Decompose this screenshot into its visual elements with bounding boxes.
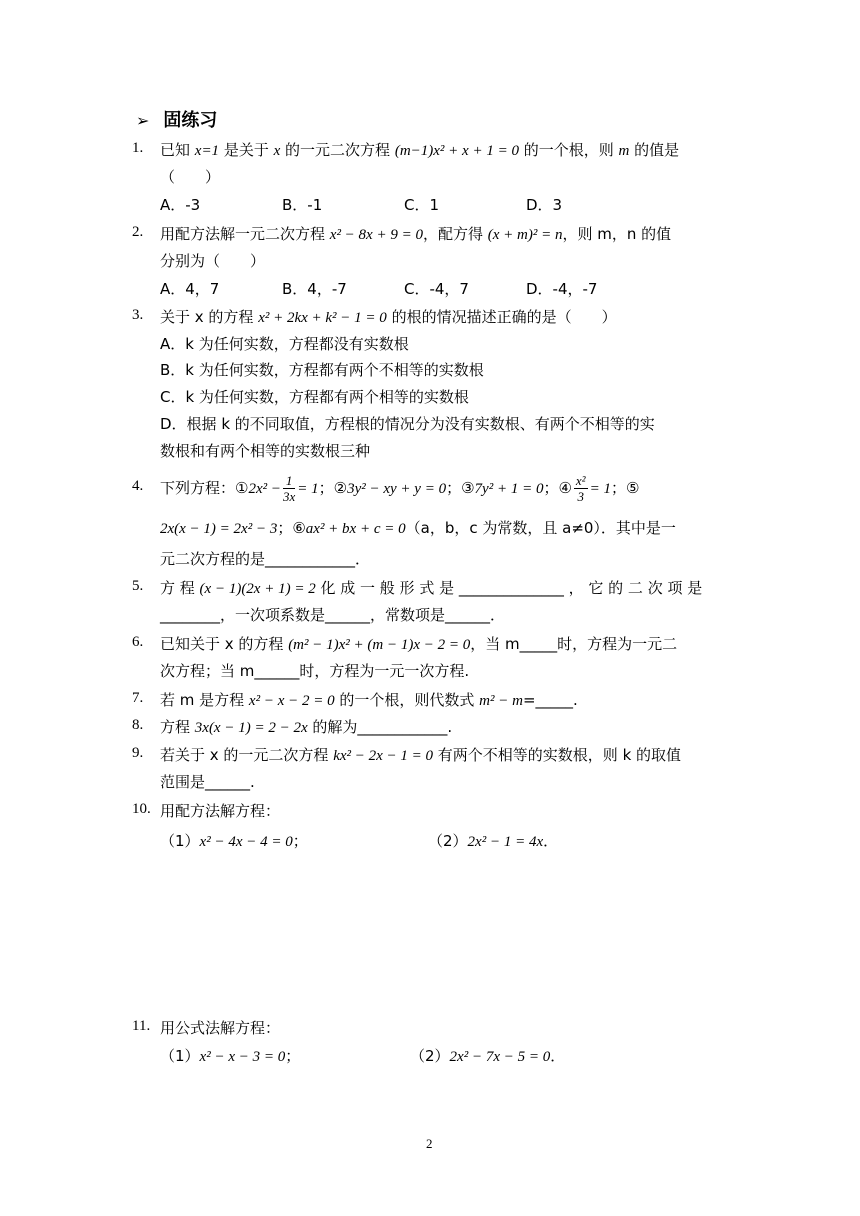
- q10-instruction: 用配方法解方程：: [160, 802, 281, 820]
- q3-option-a: A．k 为任何实数，方程都没有实数根: [160, 335, 409, 353]
- q3-option-c: C．k 为任何实数，方程都有两个相等的实数根: [160, 388, 469, 406]
- q1-line1: 已知 x=1 是关于 x 的一元二次方程 (m−1)x² + x + 1 = 0 的一个根，则 m 的值是: [160, 141, 680, 159]
- q2-line1: 用配方法解一元二次方程 x² − 8x + 9 = 0，配方得 (x + m)² = n，则 m，n 的值: [160, 225, 672, 243]
- q4-line1: 下列方程：①2x² − $\frac{1}{3x}$ = 1；②3y² − xy + y = 0；③7y² + 1 = 0；④ $\frac{\text{x²}}{3}$ = 1；⑤: [160, 473, 640, 504]
- q2-options: [160, 279, 597, 299]
- q1-option-b: B．-1: [282, 196, 323, 214]
- q5-equation: (x − 1)(2x + 1) = 2: [199, 581, 316, 597]
- q3-option-d-line2: 数根和有两个相等的实数根三种: [160, 442, 371, 460]
- q4-line2: 2x(x − 1) = 2x² − 3；⑥ax² + bx + c = 0（a，b，c 为常数，且 a≠0）．其中是一: [160, 519, 676, 537]
- section-title: ➢ 固练习: [136, 110, 218, 131]
- q4-fraction-2: $\frac{\text{x²}}{3}$: [575, 473, 586, 504]
- q6-line2: 次方程；当 m______时，方程为一元一次方程.: [160, 662, 470, 680]
- q5-line2: ________，一次项系数是______，常数项是______．: [160, 606, 506, 624]
- q2-option-d: D．-4，-7: [526, 280, 598, 298]
- q8-equation: 3x(x − 1) = 2 − 2x: [194, 720, 308, 736]
- q2-equation: x² − 8x + 9 = 0: [329, 227, 423, 243]
- q6-equation: (m² − 1)x² + (m − 1)x − 2 = 0: [288, 637, 471, 653]
- q2-option-a: A．4，7: [160, 280, 220, 298]
- q11-part-2: （2）2x² − 7x − 5 = 0．: [410, 1047, 566, 1065]
- q9-line2: 范围是______.: [160, 773, 255, 791]
- q11-part-1: （1）x² − x − 3 = 0；: [160, 1047, 301, 1065]
- q3-option-d-line1: D．根据 k 的不同取值，方程根的情况分为没有实数根、有两个不相等的实: [160, 415, 655, 433]
- q10-part-2: （2）2x² − 1 = 4x．: [428, 832, 559, 850]
- q1-option-a: A．-3: [160, 196, 201, 214]
- q7-equation: x² − x − 2 = 0: [248, 693, 335, 709]
- q3-equation: x² + 2kx + k² − 1 = 0: [258, 310, 387, 326]
- q4-fraction-1: $\frac{1}{3x}$: [282, 473, 296, 504]
- q10-part-1: （1）x² − 4x − 4 = 0；: [160, 832, 308, 850]
- q9-line1: 若关于 x 的一元二次方程 kx² − 2x − 1 = 0 有两个不相等的实数根，则 k 的取值: [160, 746, 682, 764]
- q3-line1: 关于 x 的方程 x² + 2kx + k² − 1 = 0 的根的情况描述正确的是（ ）: [160, 308, 617, 326]
- q2-option-b: B．4，-7: [282, 280, 347, 298]
- q3-option-b: B．k 为任何实数，方程都有两个不相等的实数根: [160, 361, 484, 379]
- q1-equation: (m−1)x² + x + 1 = 0: [394, 143, 519, 159]
- q1-options: [160, 195, 562, 215]
- q1-option-c: C．1: [404, 196, 440, 214]
- worksheet-page: ➢ 固练习 1. 已知 x=1 是关于 x 的一元二次方程 (m−1)x² + x + 1 = 0 的一个根，则 m 的值是 （ ） A．-3 B．-1 C．1 D．3 2. 用配方法解一元二次方程 x² − 8x + 9 = 0，配方得 (x + m)² = n，则 m，n 的值 分别为（ ） A．4，7 B．4，-7 C．-4，7 D．-4，-7 3. 关于 x 的方程 x² + 2kx + k² − 1 = 0 的根的情况描述正确的是（ ） A．k 为任何实数，方程都没有实数根 B．k 为任何实数，方程都有两个不相等的实数根 C．k 为任何实数，方程都有两个相等的实数根 D．根据 k 的不同取值，方程根的情况分为没有实数根、有两个不相等的实 数根和有两个相等的实数根三种 4. 下列方程：①2x² − $\frac{1}{3x}$ = 1；②3y² − xy + y = 0；③7y² + 1 = 0；④ $\frac{\text{x²}}{3}$ = 1；⑤ 2x(x − 1) = 2x² − 3；⑥ax² + bx + c = 0（a，b，c 为常数，且 a≠0）．其中是一 元二次方程的是____________． 5. 方 程 (x − 1)(2x + 1) = 2 化 成 一 般 形 式 是 ______________ ， 它 的 二 次 项 是 ________，一次项系数是______，常数项是______． 6. 已知关于 x 的方程 (m² − 1)x² + (m − 1)x − 2 = 0，当 m_____时，方程为一元二 次方程；当 m______时，方程为一元一次方程. 7. 若 m 是方程 x² − x − 2 = 0 的一个根，则代数式 m² − m=_____. 8. 方程 3x(x − 1) = 2 − 2x 的解为____________. 9. 若关于 x 的一元二次方程 kx² − 2x − 1 = 0 有两个不相等的实数根，则 k 的取值 范围是______. 10. 用配方法解方程： （1）x² − 4x − 4 = 0； （2）2x² − 1 = 4x． 11. 用公式法解方程： （1）x² − x − 3 = 0； （2）2x² − 7x − 5 = 0． 2: [0, 0, 860, 1216]
- q5-line1: 方 程 (x − 1)(2x + 1) = 2 化 成 一 般 形 式 是 ______________ ， 它 的 二 次 项 是: [160, 579, 703, 597]
- q8-line1: 方程 3x(x − 1) = 2 − 2x 的解为____________.: [160, 718, 453, 736]
- q1-answer-paren: （ ）: [160, 168, 221, 186]
- q2-line2: 分别为（ ）: [160, 252, 266, 270]
- page-number: 2: [426, 1136, 433, 1151]
- q11-instruction: 用公式法解方程：: [160, 1019, 281, 1037]
- q2-equation-2: (x + m)² = n: [487, 227, 563, 243]
- arrow-bullet-icon: ➢: [136, 111, 150, 130]
- q7-line1: 若 m 是方程 x² − x − 2 = 0 的一个根，则代数式 m² − m=_____.: [160, 691, 578, 709]
- q4-line3: 元二次方程的是____________．: [160, 550, 371, 568]
- q6-line1: 已知关于 x 的方程 (m² − 1)x² + (m − 1)x − 2 = 0，当 m_____时，方程为一元二: [160, 635, 678, 653]
- q1-option-d: D．3: [526, 196, 563, 214]
- q9-equation: kx² − 2x − 1 = 0: [333, 748, 434, 764]
- q2-option-c: C．-4，7: [404, 280, 469, 298]
